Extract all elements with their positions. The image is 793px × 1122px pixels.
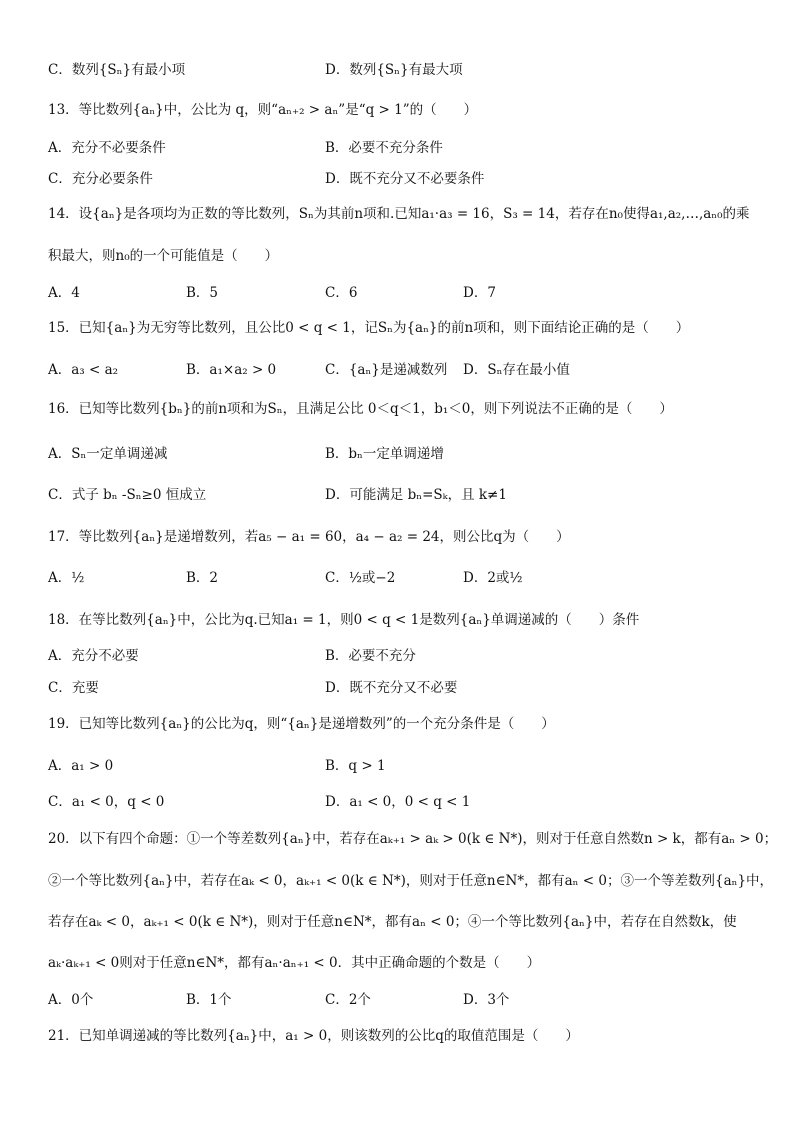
question-19: 19．已知等比数列{aₙ}的公比为q，则“{aₙ}是递增数列”的一个充分条件是（ ） bbox=[48, 716, 555, 732]
q20-option-d: D．3个 bbox=[463, 992, 510, 1008]
q17-option-b: B．2 bbox=[186, 570, 219, 586]
question-21: 21．已知单调递减的等比数列{aₙ}中，a₁ > 0，则该数列的公比q的取值范围是（ ） bbox=[48, 1028, 579, 1044]
q16-option-b: B．bₙ一定单调递增 bbox=[325, 446, 444, 462]
q18-option-c: C．充要 bbox=[48, 680, 99, 696]
q14-option-c: C．6 bbox=[325, 285, 358, 301]
q15-option-a: A．a₃ < a₂ bbox=[48, 362, 119, 378]
question-15: 15．已知{aₙ}为无穷等比数列，且公比0 < q < 1，记Sₙ为{aₙ}的前n项和，则下面结论正确的是（ ） bbox=[48, 320, 690, 336]
q19-option-d: D．a₁ < 0，0 < q < 1 bbox=[325, 794, 471, 810]
question-20-line3: 若存在aₖ < 0，aₖ₊₁ < 0(k ∈ N*)，则对于任意n∈N*，都有aₙ < 0；④一个等比数列{aₙ}中，若存在自然数k，使 bbox=[48, 914, 737, 930]
q15-option-d: D．Sₙ存在最小值 bbox=[463, 362, 570, 378]
option-d-prev: D．数列{Sₙ}有最大项 bbox=[325, 62, 463, 78]
q19-option-a: A．a₁ > 0 bbox=[48, 758, 114, 774]
q18-option-a: A．充分不必要 bbox=[48, 648, 139, 664]
q19-option-c: C．a₁ < 0，q < 0 bbox=[48, 794, 165, 810]
q14-option-a: A．4 bbox=[48, 285, 80, 301]
q13-option-b: B．必要不充分条件 bbox=[325, 140, 443, 156]
q13-option-a: A．充分不必要条件 bbox=[48, 140, 166, 156]
q17-option-a: A．½ bbox=[48, 570, 85, 586]
q19-option-b: B．q > 1 bbox=[325, 758, 386, 774]
question-13: 13．等比数列{aₙ}中，公比为 q，则“aₙ₊₂ > aₙ”是“q > 1”的（ ） bbox=[48, 102, 478, 118]
q14-option-d: D．7 bbox=[463, 285, 496, 301]
question-14-line1: 14．设{aₙ}是各项均为正数的等比数列，Sₙ为其前n项和.已知a₁·a₃ = 16，S₃ = 14，若存在n₀使得a₁,a₂,…,aₙ₀的乘 bbox=[48, 206, 750, 222]
q16-option-c: C．式子 bₙ -Sₙ≥0 恒成立 bbox=[48, 487, 207, 503]
q15-option-c: C．{aₙ}是递减数列 bbox=[325, 362, 448, 378]
question-20-line1: 20．以下有四个命题：①一个等差数列{aₙ}中，若存在aₖ₊₁ > aₖ > 0(k ∈ N*)，则对于任意自然数n > k，都有aₙ > 0； bbox=[48, 831, 778, 847]
question-14-line2: 积最大，则n₀的一个可能值是（ ） bbox=[48, 248, 279, 264]
q14-option-b: B．5 bbox=[186, 285, 219, 301]
q13-option-d: D．既不充分又不必要条件 bbox=[325, 171, 485, 187]
q18-option-d: D．既不充分又不必要 bbox=[325, 680, 458, 696]
q17-option-c: C．½或−2 bbox=[325, 570, 396, 586]
q18-option-b: B．必要不充分 bbox=[325, 648, 416, 664]
question-20-line4: aₖ·aₖ₊₁ < 0则对于任意n∈N*，都有aₙ·aₙ₊₁ < 0．其中正确命题的个数是（ ） bbox=[48, 955, 541, 971]
q15-option-b: B．a₁×a₂ > 0 bbox=[186, 362, 277, 378]
question-17: 17．等比数列{aₙ}是递增数列，若a₅ − a₁ = 60，a₄ − a₂ = 24，则公比q为（ ） bbox=[48, 529, 570, 545]
q17-option-d: D．2或½ bbox=[463, 570, 523, 586]
question-16: 16．已知等比数列{bₙ}的前n项和为Sₙ，且满足公比 0＜q＜1，b₁＜0，则下列说法不正确的是（ ） bbox=[48, 401, 673, 417]
q16-option-a: A．Sₙ一定单调递减 bbox=[48, 446, 168, 462]
q16-option-d: D．可能满足 bₙ=Sₖ，且 k≠1 bbox=[325, 487, 507, 503]
q13-option-c: C．充分必要条件 bbox=[48, 171, 153, 187]
q20-option-a: A．0个 bbox=[48, 992, 94, 1008]
question-18: 18．在等比数列{aₙ}中，公比为q.已知a₁ = 1，则0 < q < 1是数列{aₙ}单调递减的（ ）条件 bbox=[48, 612, 640, 628]
option-c-prev: C．数列{Sₙ}有最小项 bbox=[48, 62, 186, 78]
q20-option-c: C．2个 bbox=[325, 992, 371, 1008]
question-20-line2: ②一个等比数列{aₙ}中，若存在aₖ < 0，aₖ₊₁ < 0(k ∈ N*)，则对于任意n∈N*，都有aₙ < 0；③一个等差数列{aₙ}中， bbox=[48, 873, 774, 889]
q20-option-b: B．1个 bbox=[186, 992, 232, 1008]
